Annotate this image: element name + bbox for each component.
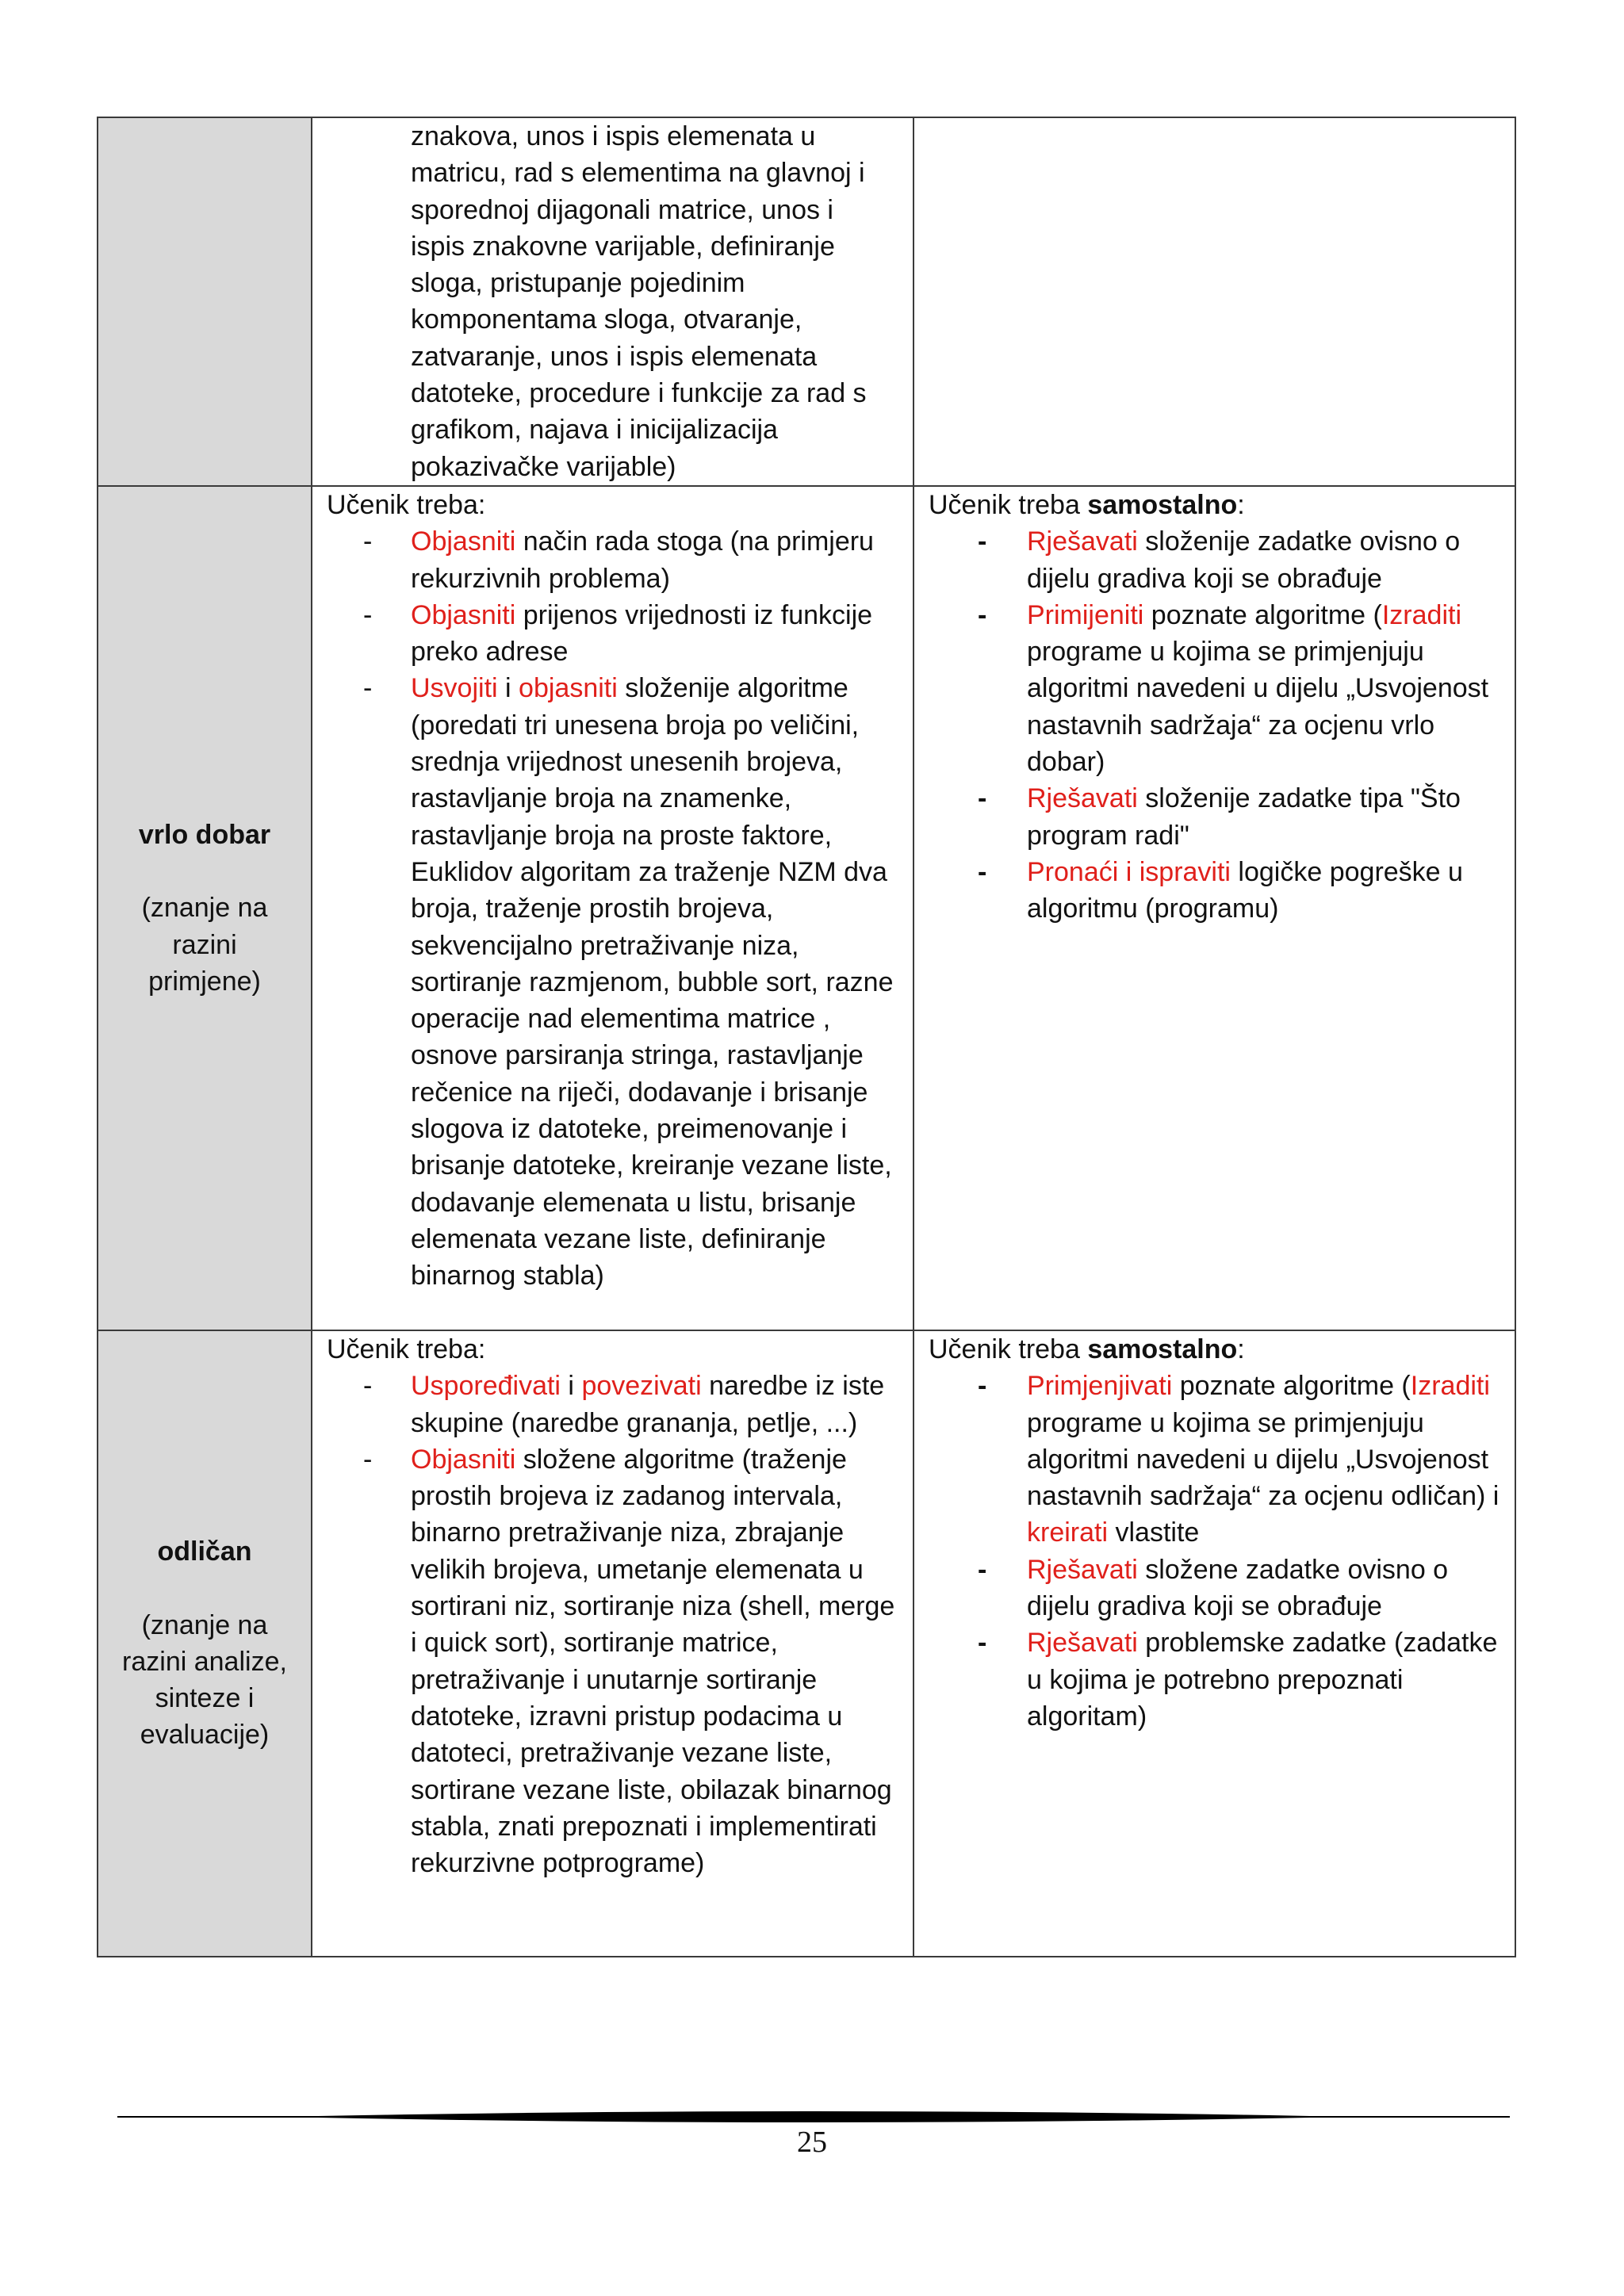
continuation-line: zatvaranje, unos i ispis elemenata bbox=[411, 341, 818, 372]
verb-highlight: Primijeniti bbox=[1027, 599, 1144, 630]
list-item bbox=[978, 1624, 1503, 1735]
list-item bbox=[978, 854, 1503, 928]
grade-description-line: razini analize, bbox=[122, 1646, 287, 1677]
bullet-dash: - bbox=[363, 673, 373, 704]
intro-text: Učenik treba bbox=[929, 490, 1080, 520]
item-text: i bbox=[560, 1371, 582, 1402]
list-item bbox=[978, 1552, 1503, 1625]
grade-cell bbox=[98, 486, 312, 1330]
mid-cell bbox=[312, 486, 914, 1330]
bullet-dash: - bbox=[978, 783, 987, 814]
verb-highlight: Uspoređivati bbox=[411, 1371, 561, 1402]
list-item bbox=[978, 523, 1503, 597]
page-number: 25 bbox=[797, 2126, 827, 2159]
bullet-dash: - bbox=[978, 1628, 987, 1659]
bullet-dash: - bbox=[978, 1554, 987, 1585]
grade-description-line: sinteze i bbox=[155, 1683, 255, 1714]
verb-highlight: Objasniti bbox=[411, 599, 516, 630]
list-item bbox=[363, 523, 902, 597]
verb-highlight: objasniti bbox=[519, 673, 618, 704]
right-cell-empty bbox=[914, 117, 1515, 486]
continuation-line: znakova, unos i ispis elemenata u bbox=[411, 121, 816, 151]
continuation-line: pokazivačke varijable) bbox=[411, 451, 676, 482]
bullet-dash: - bbox=[363, 599, 373, 630]
continuation-line: grafikom, najava i inicijalizacija bbox=[411, 415, 778, 446]
verb-highlight: Rješavati bbox=[1027, 783, 1138, 814]
verb-highlight: Objasniti bbox=[411, 526, 516, 557]
item-list bbox=[312, 523, 913, 1294]
grade-description-line: primjene) bbox=[148, 966, 261, 997]
verb-highlight: Rješavati bbox=[1027, 526, 1138, 557]
intro-bold: samostalno bbox=[1087, 490, 1238, 520]
intro-end: : bbox=[1237, 1334, 1245, 1364]
bullet-dash: - bbox=[978, 599, 987, 630]
bullet-dash: - bbox=[978, 856, 987, 887]
mid-cell bbox=[312, 117, 914, 486]
verb-highlight: Objasniti bbox=[411, 1444, 516, 1475]
verb-highlight: povezivati bbox=[581, 1371, 702, 1402]
list-item bbox=[978, 1368, 1503, 1551]
table-row-odlican bbox=[98, 1330, 1515, 1957]
grade-description-line: evaluacije) bbox=[140, 1720, 270, 1751]
cell-intro bbox=[914, 487, 1515, 523]
item-text: i bbox=[497, 673, 519, 704]
grade-description bbox=[108, 1607, 301, 1754]
bullet-dash: - bbox=[363, 526, 373, 557]
verb-highlight: Primjenjivati bbox=[1027, 1371, 1173, 1402]
cell-intro: Učenik treba: bbox=[327, 1334, 486, 1364]
item-text: poznate algoritme ( bbox=[1172, 1371, 1411, 1402]
continuation-text bbox=[312, 118, 913, 485]
item-list bbox=[312, 1368, 913, 1881]
grade-description bbox=[128, 890, 282, 1000]
item-text: programe u kojima se primjenjuju algoritmi navedeni u dijelu „Usvojenost nastavnih sadržaja“ za ocjenu vrlo dobar) bbox=[1027, 637, 1489, 778]
cell-intro: Učenik treba: bbox=[327, 490, 486, 520]
continuation-line: ispis znakovne varijable, definiranje bbox=[411, 231, 835, 262]
item-text: način rada stoga (na primjeru rekurzivnih problema) bbox=[411, 526, 874, 594]
verb-highlight: Pronaći i ispraviti bbox=[1027, 856, 1231, 887]
continuation-line: datoteke, procedure i funkcije za rad s bbox=[411, 378, 867, 409]
item-text: složenije zadatke ovisno o dijelu gradiva koji se obrađuje bbox=[1027, 526, 1461, 594]
item-text: poznate algoritme ( bbox=[1143, 599, 1382, 630]
continuation-line: sloga, pristupanje pojedinim bbox=[411, 268, 745, 299]
item-text: složene algoritme (traženje prostih brojeva iz zadanog intervala, binarno pretraživanje niza, zbrajanje velikih brojeva, umetanje elemenata u sortirani niz, sortiranje niza (shell, merge i quick sort), sortiranje matrice, pretraživanje i unutarnje sortiranje datoteke, izravni pristup podacima u datoteci, pretraživanje vezane liste, sortirane vezane liste, obilazak binarnog stabla, znati prepoznati i implementirati rekurzivne potprograme) bbox=[411, 1444, 895, 1879]
list-item bbox=[363, 1441, 902, 1882]
grade-cell-empty bbox=[98, 117, 312, 486]
bullet-dash: - bbox=[978, 526, 987, 557]
right-cell bbox=[914, 486, 1515, 1330]
verb-highlight: Izraditi bbox=[1381, 599, 1461, 630]
list-item bbox=[363, 1368, 902, 1441]
item-text: naredbe iz iste skupine (naredbe grananja, petlje, ...) bbox=[411, 1371, 885, 1438]
cell-intro bbox=[914, 1331, 1515, 1368]
verb-highlight: Usvojiti bbox=[411, 673, 498, 704]
item-text: programe u kojima se primjenjuju algoritmi navedeni u dijelu „Usvojenost nastavnih sadržaja“ za ocjenu odličan) i bbox=[1027, 1407, 1500, 1512]
footer-rule bbox=[117, 2110, 1510, 2123]
table-row-continuation bbox=[98, 117, 1515, 486]
continuation-line: sporednoj dijagonali matrice, unos i bbox=[411, 194, 833, 225]
intro-end: : bbox=[1237, 490, 1245, 520]
list-item bbox=[363, 597, 902, 671]
item-list bbox=[914, 523, 1515, 927]
bullet-dash: - bbox=[363, 1444, 373, 1475]
item-text: problemske zadatke (zadatke u kojima je potrebno prepoznati algoritam) bbox=[1027, 1628, 1498, 1732]
grading-table bbox=[97, 117, 1516, 1957]
list-item bbox=[978, 780, 1503, 854]
grade-title: odličan bbox=[157, 1536, 252, 1567]
right-cell bbox=[914, 1330, 1515, 1957]
item-text: složenije algoritme (poredati tri unesena broja po veličini, srednja vrijednost unesenih brojeva, rastavljanje broja na znamenke, rastavljanje broja na proste faktore, Euklidov algoritam za traženje NZM dva broja, traženje prostih brojeva, sekvencijalno pretraživanje niza, sortiranje razmjenom, bubble sort, razne operacije nad elementima matrice , osnove parsiranja stringa, rastavljanje rečenice na riječi, dodavanje i brisanje slogova iz datoteke, preimenovanje i brisanje datoteke, kreiranje vezane liste, dodavanje elemenata u listu, brisanje elemenata vezane liste, definiranje binarnog stabla) bbox=[411, 673, 894, 1292]
item-text: logičke pogreške u algoritmu (programu) bbox=[1027, 856, 1463, 924]
grade-title: vrlo dobar bbox=[138, 819, 271, 850]
item-list bbox=[914, 1368, 1515, 1735]
item-text: prijenos vrijednosti iz funkcije preko adrese bbox=[411, 599, 873, 668]
table-row-vrlo-dobar bbox=[98, 486, 1515, 1330]
continuation-line: matricu, rad s elementima na glavnoj i bbox=[411, 158, 865, 189]
intro-text: Učenik treba bbox=[929, 1334, 1080, 1364]
verb-highlight: Rješavati bbox=[1027, 1554, 1138, 1585]
grade-description-line: razini bbox=[172, 929, 237, 960]
mid-cell bbox=[312, 1330, 914, 1957]
intro-bold: samostalno bbox=[1087, 1334, 1238, 1364]
list-item bbox=[978, 597, 1503, 780]
list-item bbox=[363, 670, 902, 1294]
verb-highlight: kreirati bbox=[1027, 1517, 1109, 1548]
bullet-dash: - bbox=[363, 1371, 373, 1402]
grade-description-line: (znanje na bbox=[141, 893, 268, 924]
grade-cell bbox=[98, 1330, 312, 1957]
item-text: vlastite bbox=[1108, 1517, 1200, 1548]
bullet-dash: - bbox=[978, 1371, 987, 1402]
item-text: složenije zadatke tipa "Što program radi" bbox=[1027, 783, 1461, 851]
verb-highlight: Rješavati bbox=[1027, 1628, 1138, 1659]
continuation-line: komponentama sloga, otvaranje, bbox=[411, 304, 802, 335]
grade-description-line: (znanje na bbox=[141, 1609, 268, 1640]
verb-highlight: Izraditi bbox=[1410, 1371, 1490, 1402]
item-text: složene zadatke ovisno o dijelu gradiva koji se obrađuje bbox=[1027, 1554, 1449, 1622]
